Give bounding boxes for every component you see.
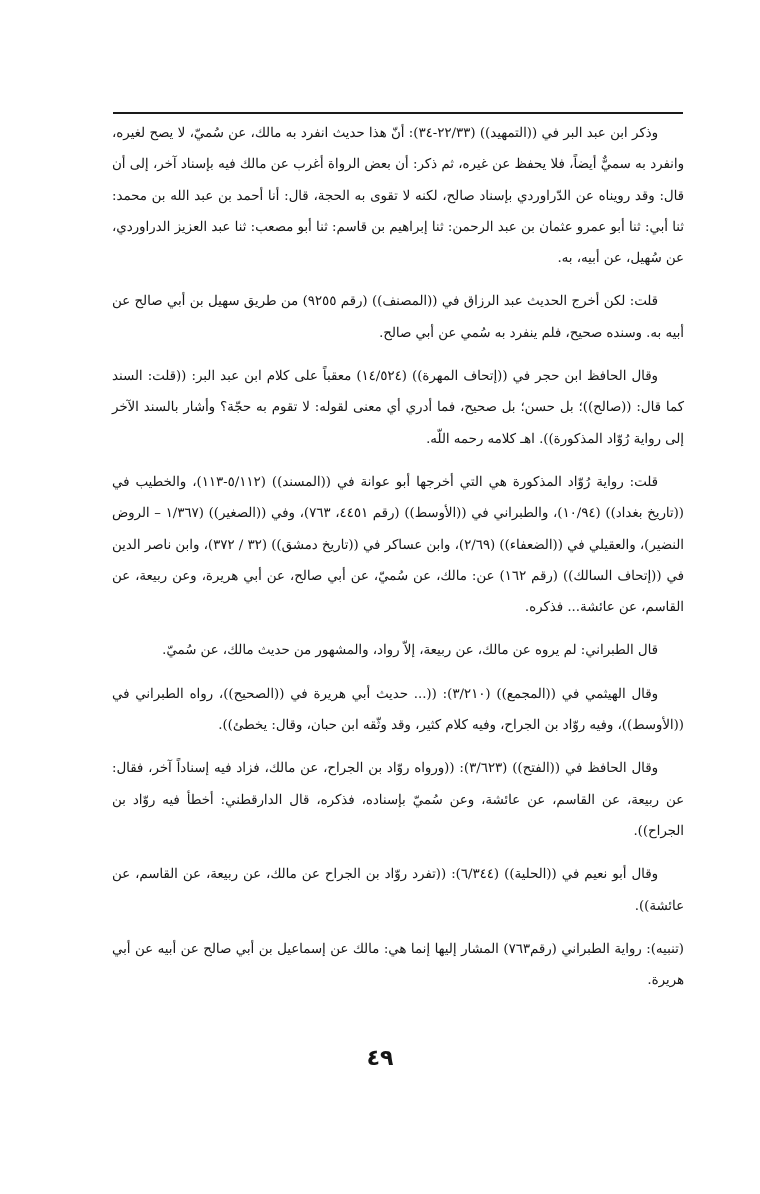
paragraph-haythami: وقال الهيثمي في ((المجمع)) (٣/٢١٠): ((... حديث أبي هريرة في ((الصحيح))، رواه الطبراني في ((الأوسط))، وفيه روّاد بن الجراح، وفيه كلام كثير، وقد وثّقه ابن حبان، وقال: يخطئ)). — [112, 686, 684, 734]
page-number: ٤٩ — [366, 1046, 394, 1071]
header-rule — [113, 112, 683, 114]
body-text — [112, 118, 684, 996]
paragraph-abd-al-razzaq: قلت: لكن أخرج الحديث عبد الرزاق في ((المصنف)) (رقم ٩٢٥٥) من طريق سهيل بن أبي صالح عن أبيه به. وسنده صحيح، فلم ينفرد به سُمي عن أبي صالح. — [112, 294, 684, 341]
paragraph-fath: وقال الحافظ في ((الفتح)) (٣/٦٢٣): ((ورواه روّاد بن الجراح، عن مالك، فزاد فيه إسناداً آخر، فقال: عن ربيعة، عن القاسم، عن عائشة، وعن سُميّ بإسناده، فذكره، قال الدارقطني: أخطأ فيه روّاد بن الجراح)). — [112, 761, 684, 839]
paragraph-tabarani: قال الطبراني: لم يروه عن مالك، عن ربيعة، إلاّ رواد، والمشهور من حديث مالك، عن سُميّ. — [162, 643, 658, 659]
paragraph-hilya: وقال أبو نعيم في ((الحلية)) (٦/٣٤٤): ((تفرد روّاد بن الجراح عن مالك، عن ربيعة، عن القاسم، عن عائشة)). — [112, 867, 684, 914]
paragraph-ibn-hajar: وقال الحافظ ابن حجر في ((إتحاف المهرة)) (١٤/٥٢٤) معقباً على كلام ابن عبد البر: ((قلت: السند كما قال: ((صالح))؛ بل حسن؛ بل صحيح، فما أدري أي معنى لقوله: لا تقوم به حجّة؟ وأشار بالسند الآخر إلى رواية رُوّاد المذكورة)). اهـ كلامه رحمه اللّه. — [112, 369, 684, 447]
paragraph-ibn-abd-al-barr: وذكر ابن عبد البر في ((التمهيد)) (٢٢/٣٣-٣٤): أنّ هذا حديث انفرد به مالك، عن سُميّ، لا يصح لغيره، وانفرد به سميٌّ أيضاً، فلا يحفظ عن غيره، ثم ذكر: أن بعض الرواة أغرب عن مالك فيه بإسناد آخر، إلى أن قال: وقد رويناه عن الدّراوردي بإسناد صالح، لكنه لا تقوى به الحجة، قال: أنا أحمد بن عبد الله بن محمد: ثنا أبي: ثنا أبو عمرو عثمان بن عبد الرحمن: ثنا إبراهيم بن قاسم: ثنا أبو مصعب: ثنا عبد العزيز الدراوردي، عن سُهيل، عن أبيه، به. — [112, 126, 684, 267]
paragraph-rawwad-riwaya: قلت: رواية رُوّاد المذكورة هي التي أخرجها أبو عوانة في ((المسند)) (٥/١١٢-١١٣)، والخطيب في ((تاريخ بغداد)) (١٠/٩٤)، والطبراني في ((الأوسط)) (رقم ٤٤٥١، ٧٦٣)، وفي ((الصغير)) (١/٣٦٧ – الروض النضير)، والعقيلي في ((الضعفاء)) (٢/٦٩)، وابن عساكر في ((تاريخ دمشق)) (٣٢ / ٣٧٢)، وابن ناصر الدين في ((إتحاف السالك)) (رقم ١٦٢) عن: مالك، عن سُميّ، عن أبي صالح، عن أبي هريرة، وعن ربيعة، عن القاسم، عن عائشة... فذكره. — [112, 474, 684, 616]
paragraph-tanbih: (تنبيه): رواية الطبراني (رقم٧٦٣) المشار إليها إنما هي: مالك عن إسماعيل بن أبي صالح عن أبيه عن أبي هريرة. — [112, 941, 684, 989]
